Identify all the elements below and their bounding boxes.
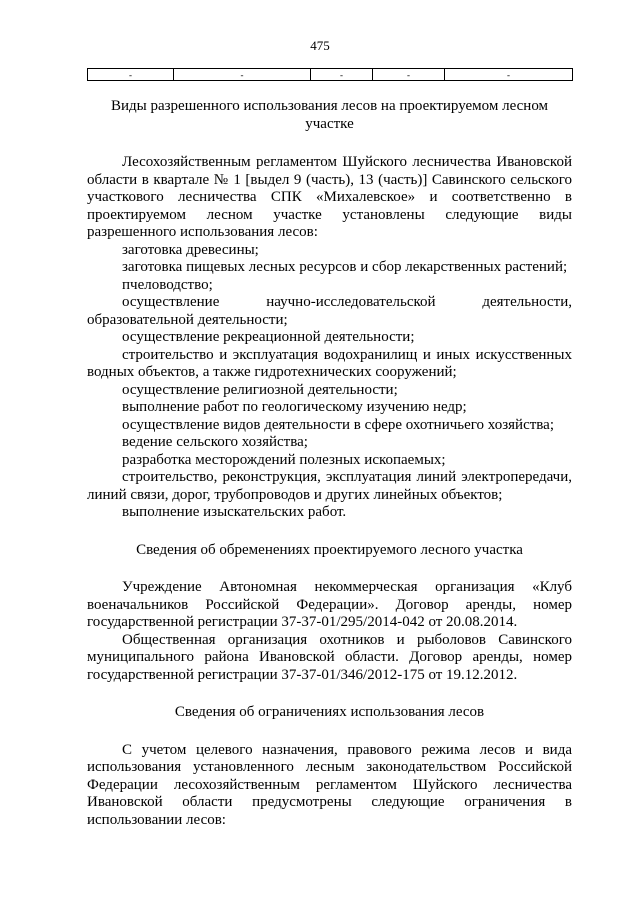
paragraph-encumbrance: Общественная организация охотников и рыболовов Савинского муниципального района Ивановской области. Договор аренды, номер государственной регистрации 37-37-01/346/2012-175 от 19.12.2012. [87, 631, 572, 683]
table-cell: - [174, 69, 311, 81]
section-title-encumbrances: Сведения об обременениях проектируемого лесного участка [136, 541, 523, 558]
list-item: выполнение изыскательских работ. [122, 504, 347, 520]
list-item: ведение сельского хозяйства; [122, 434, 308, 450]
table-row [88, 69, 573, 81]
list-item: строительство и эксплуатация водохранилищ и иных искусственных водных объектов, а также гидротехнических сооружений; [87, 346, 572, 380]
paragraph-intro: Лесохозяйственным регламентом Шуйского лесничества Ивановской области в квартале № 1 [выдел 9 (часть), 13 (часть)] Савинского сельского участкового лесничества СПК «Михалевское» и соответственно в проектируемом лесном участке установлены следующие виды разрешенного использования лесов: [87, 154, 572, 240]
list-item: осуществление рекреационной деятельности; [122, 329, 415, 345]
section-title-restrictions: Сведения об ограничениях использования лесов [174, 704, 485, 720]
list-item: осуществление научно-исследовательской деятельности, образовательной деятельности; [87, 294, 572, 328]
list-item: разработка месторождений полезных ископаемых; [122, 451, 446, 468]
section-title-permitted-uses: Виды разрешенного использования лесов на проектируемом лесном участке [110, 98, 549, 132]
table-cell: - [88, 69, 174, 81]
page-number: 475 [310, 38, 330, 53]
document-body [87, 98, 572, 829]
table-cell: - [311, 69, 373, 81]
list-item: строительство, реконструкция, эксплуатация линий электропередачи, линий связи, дорог, трубопроводов и других линейных объектов; [87, 469, 572, 503]
list-item: пчеловодство; [122, 276, 213, 293]
table-cell: - [373, 69, 445, 81]
list-item: заготовка древесины; [122, 241, 259, 258]
list-item: осуществление религиозной деятельности; [122, 381, 398, 398]
table-fragment [87, 68, 573, 81]
paragraph-restrictions: С учетом целевого назначения, правового режима лесов и вида использования установленного лесным законодательством Российской Федерации лесохозяйственным регламентом Шуйского лесничества Ивановской области предусмотрены следующие ограничения в использовании лесов: [87, 741, 572, 828]
list-item: осуществление видов деятельности в сфере охотничьего хозяйства; [122, 416, 555, 433]
table-cell: - [445, 69, 573, 81]
list-item: заготовка пищевых лесных ресурсов и сбор лекарственных растений; [122, 259, 568, 275]
paragraph-encumbrance: Учреждение Автономная некоммерческая организация «Клуб военачальников Российской Федерации». Договор аренды, номер государственной регистрации 37-37-01/295/2014-042 от 20.08.2014. [87, 579, 572, 630]
list-item: выполнение работ по геологическому изучению недр; [122, 399, 467, 415]
